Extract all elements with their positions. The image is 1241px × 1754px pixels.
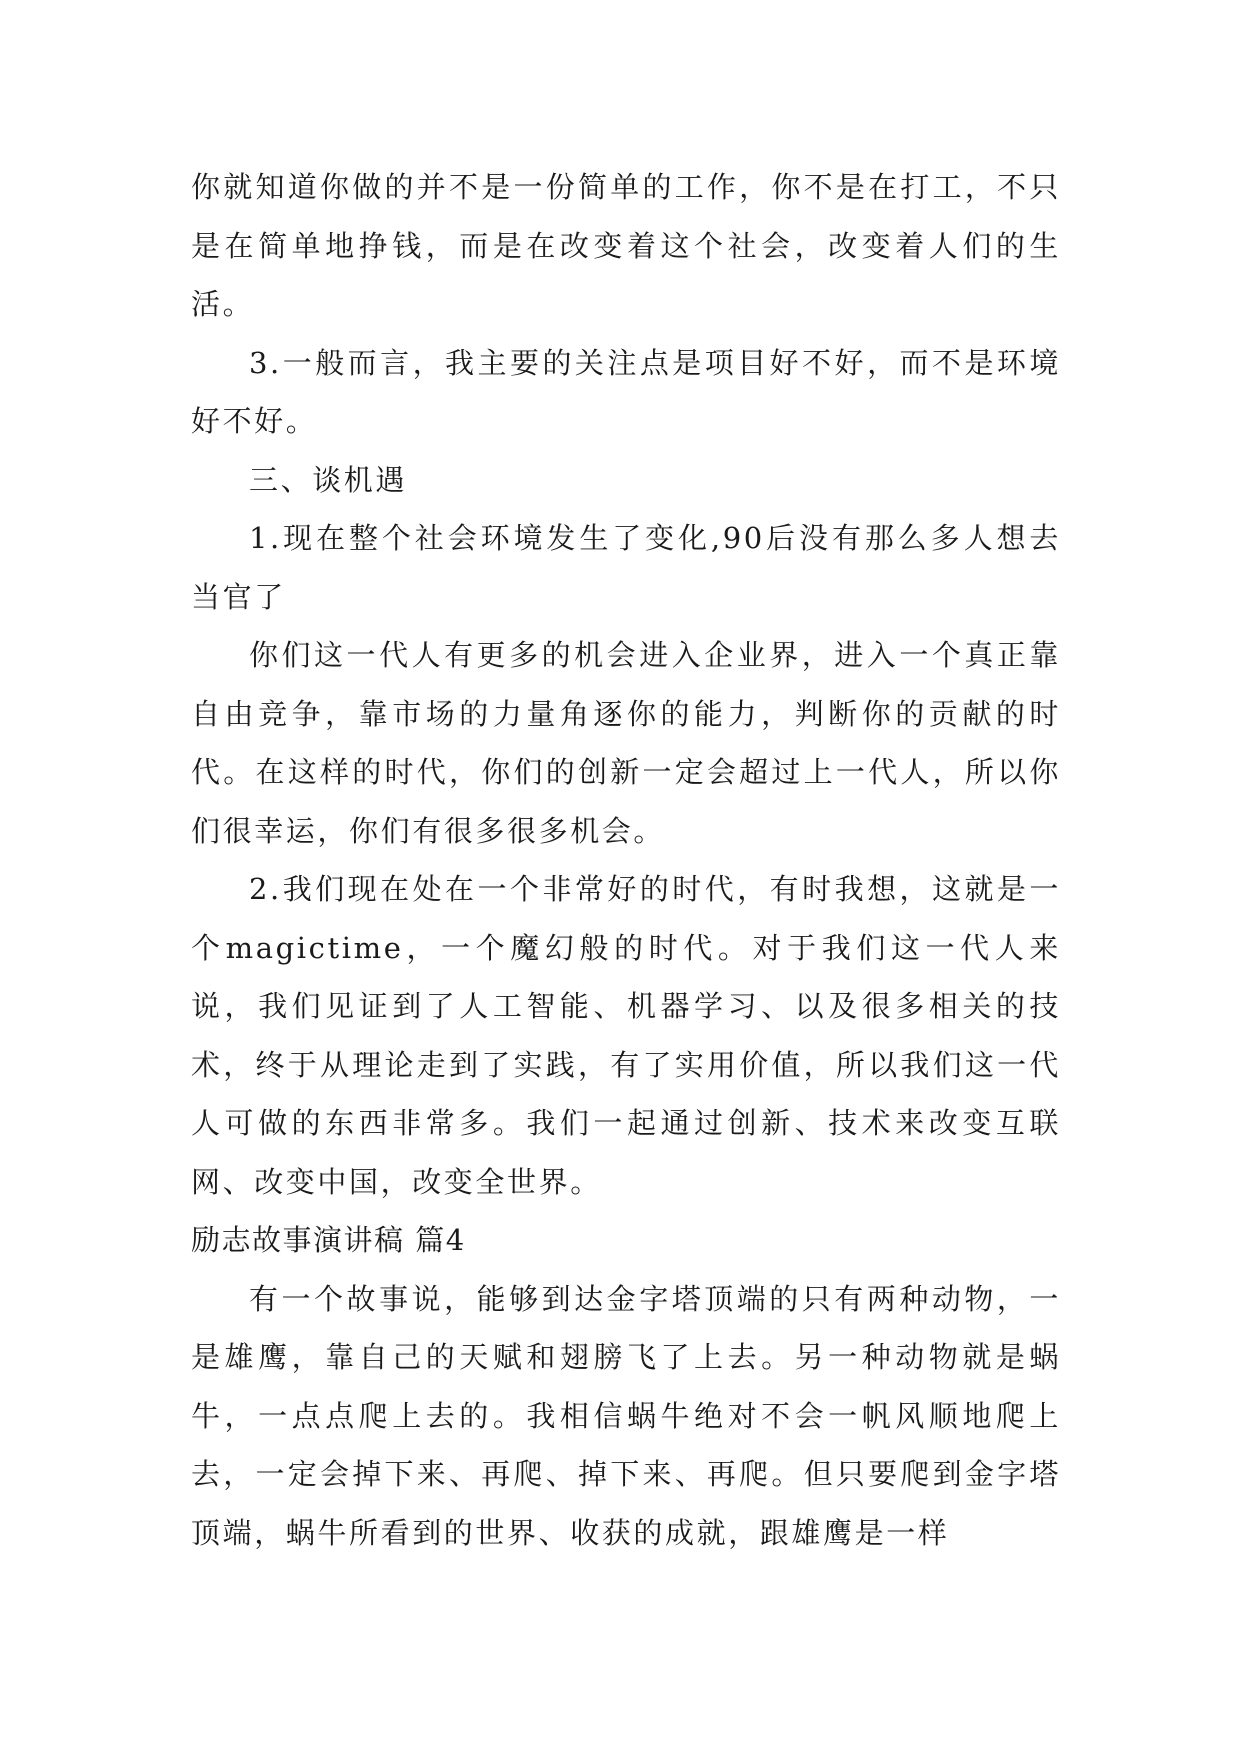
paragraph-point-1: 1.现在整个社会环境发生了变化,90后没有那么多人想去当官了 xyxy=(191,521,1061,614)
paragraph-new-generation: 你们这一代人有更多的机会进入企业界，进入一个真正靠自由竞争，靠市场的力量角逐你的能力，判断你的贡献的时代。在这样的时代，你们的创新一定会超过上一代人，所以你们很幸运，你们有很多很多机会。 xyxy=(191,638,1061,848)
section-heading-opportunity: 三、谈机遇 xyxy=(249,462,408,497)
paragraph-point-3: 3.一般而言，我主要的关注点是项目好不好，而不是环境好不好。 xyxy=(191,345,1061,438)
paragraph-work-meaning: 你就知道你做的并不是一份简单的工作，你不是在打工，不只是在简单地挣钱，而是在改变着这个社会，改变着人们的生活。 xyxy=(191,170,1061,321)
paragraph-point-2: 2.我们现在处在一个非常好的时代，有时我想，这就是一个magictime，一个魔幻般的时代。对于我们这一代人来说，我们见证到了人工智能、机器学习、以及很多相关的技术，终于从理论走到了实践，有了实用价值，所以我们这一代人可做的东西非常多。我们一起通过创新、技术来改变互联网、改变中国，改变全世界。 xyxy=(191,872,1061,1199)
paragraph-snail-story: 有一个故事说，能够到达金字塔顶端的只有两种动物，一是雄鹰，靠自己的天赋和翅膀飞了上去。另一种动物就是蜗牛，一点点爬上去的。我相信蜗牛绝对不会一帆风顺地爬上去，一定会掉下来、再爬、掉下来、再爬。但只要爬到金字塔顶端，蜗牛所看到的世界、收获的成就，跟雄鹰是一样 xyxy=(191,1281,1061,1550)
document-body xyxy=(191,158,1061,1562)
article-heading-part-4: 励志故事演讲稿 篇4 xyxy=(191,1223,466,1257)
